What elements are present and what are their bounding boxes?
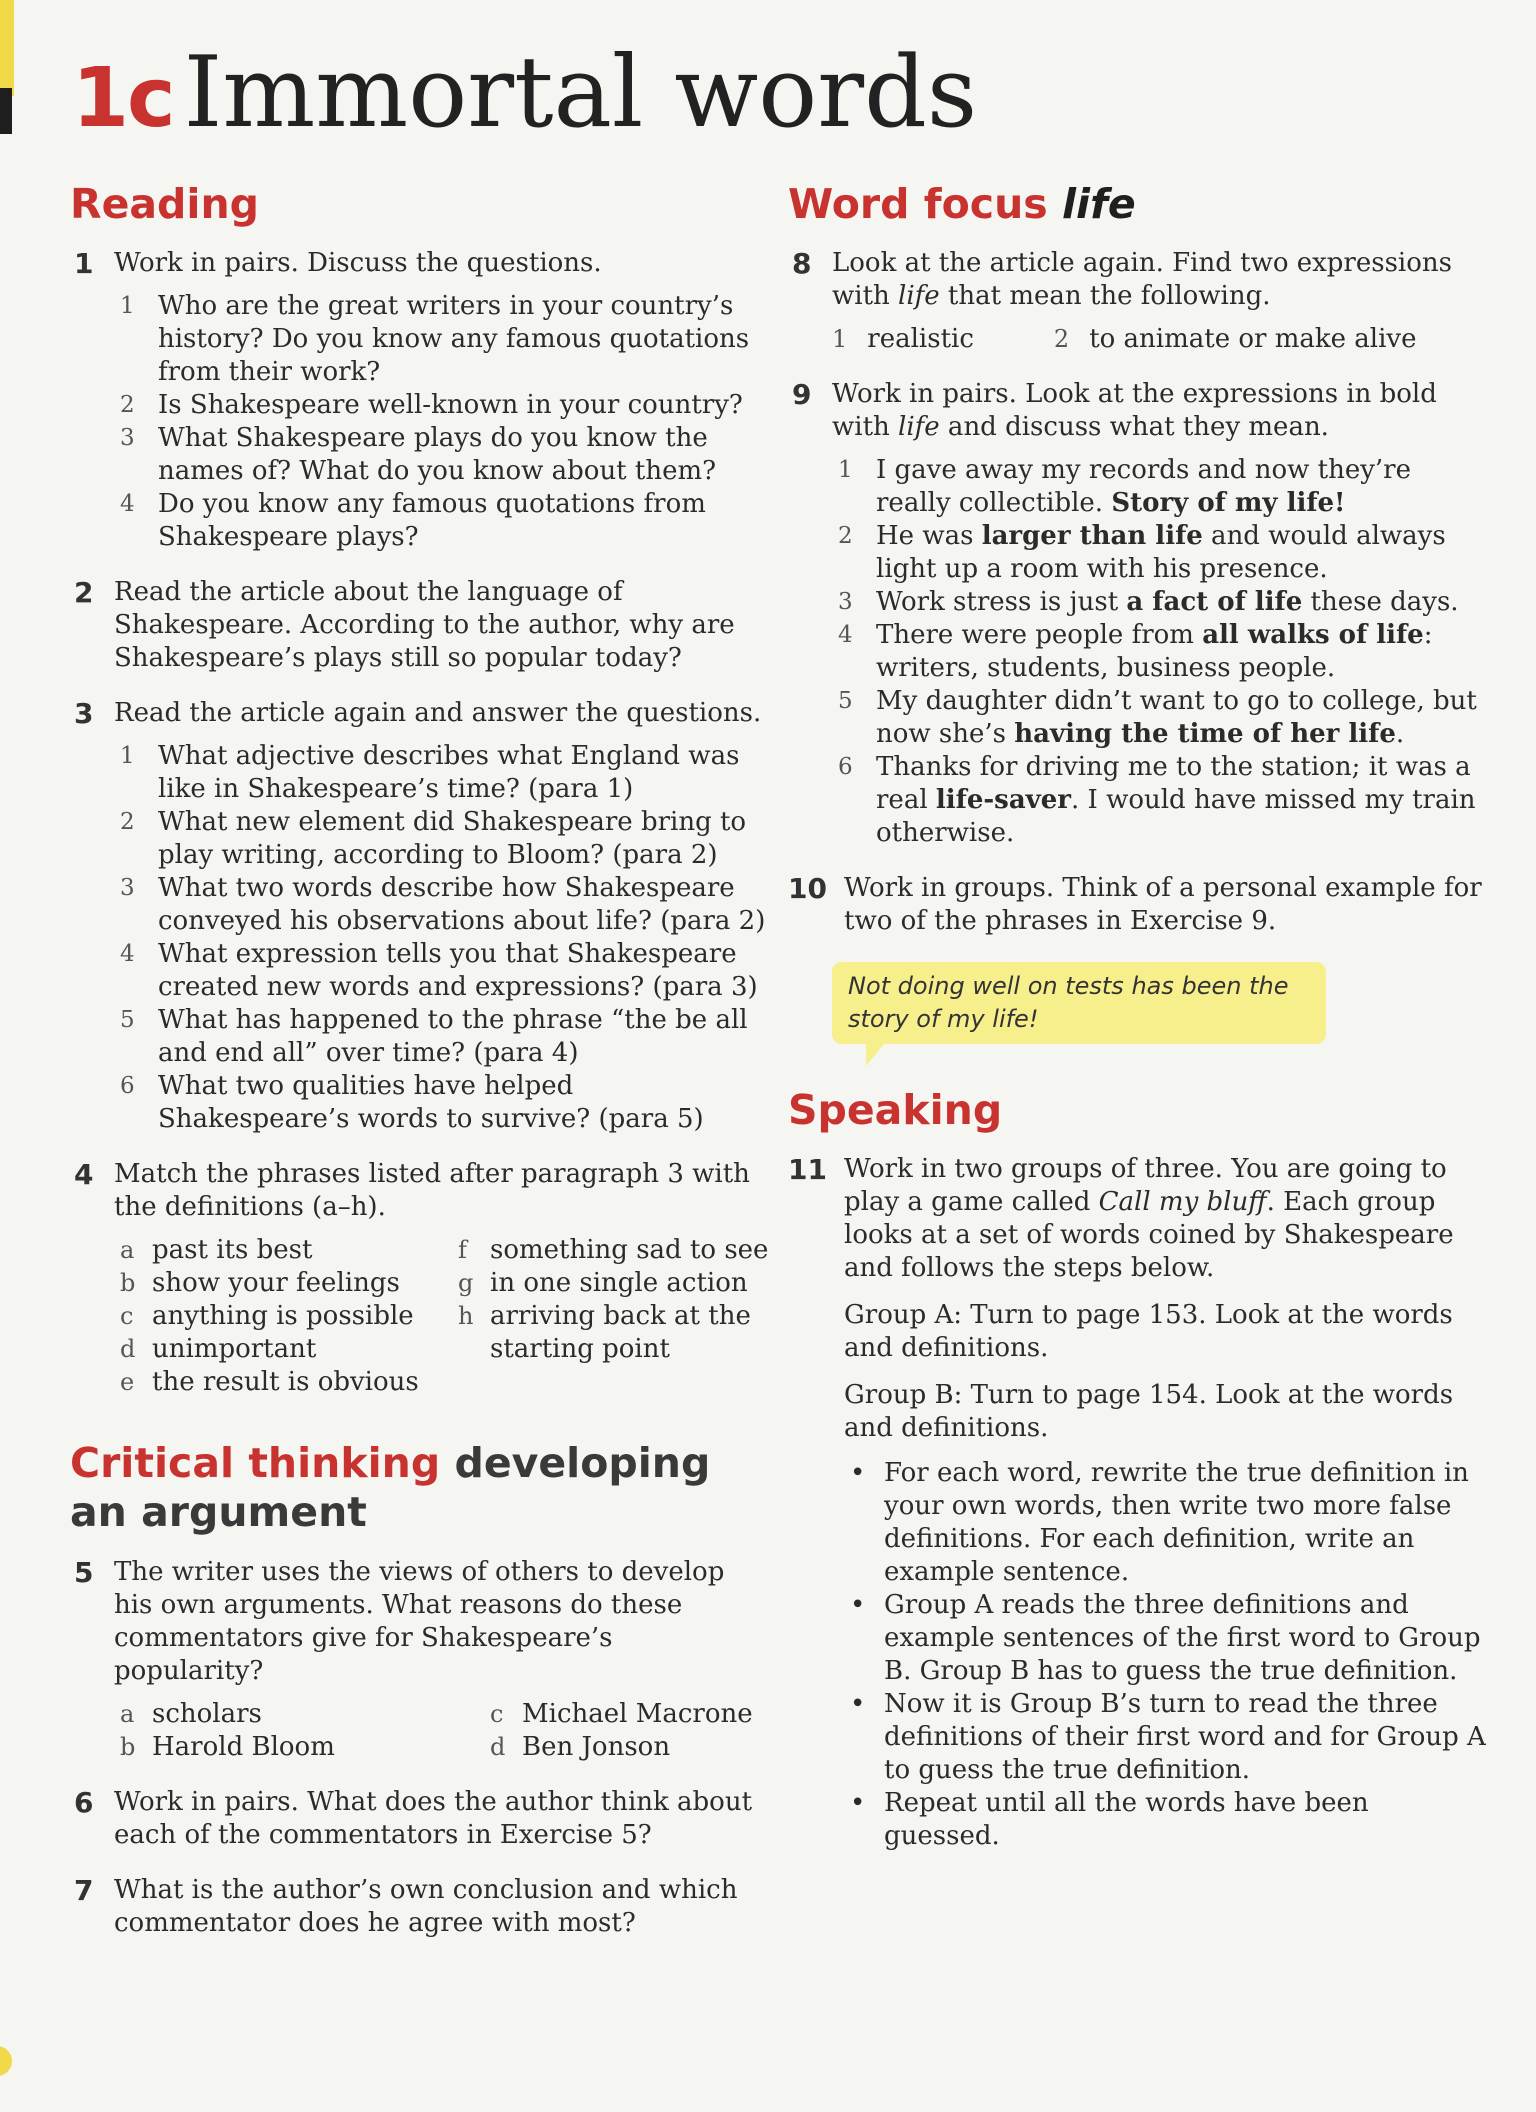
- list-item: 2 He was larger than life and would always light up a room with his presence.: [838, 521, 1446, 585]
- right-column: [788, 180, 1488, 1853]
- list-item: • Group A reads the three definitions and example sentences of the first word to Group B. Group B has to guess the true definition.: [850, 1590, 1481, 1687]
- edge-bar: [0, 88, 12, 134]
- exercise-number: 7: [74, 1873, 94, 1907]
- list-item: 3 Work stress is just a fact of life these days.: [838, 587, 1459, 618]
- expression-list: [832, 454, 1488, 850]
- exercise-11: [788, 1153, 1488, 1853]
- exercise-1: [70, 247, 770, 554]
- exercise-number: 6: [74, 1785, 94, 1819]
- exercise-number: 9: [792, 378, 812, 412]
- unit-code: 1c: [72, 51, 174, 146]
- word-focus-heading: Word focus life: [788, 180, 1136, 228]
- list-item: e the result is obvious: [120, 1367, 419, 1398]
- page-number-marker: [0, 2046, 12, 2076]
- unit-title: Immortal words: [183, 36, 978, 150]
- exercise-instruction: Read the article about the language of Shakespeare. According to the author, why are Shakespeare’s plays still so popular today?: [114, 577, 735, 674]
- exercise-instruction: The writer uses the views of others to develop his own arguments. What reasons do these commentators give for Shakespeare’s popularity?: [114, 1556, 725, 1686]
- exercise-instruction: Read the article again and answer the questions.: [114, 698, 762, 729]
- exercise-number: 5: [74, 1555, 94, 1589]
- list-item: 2 to animate or make alive: [1053, 324, 1417, 355]
- exercise-number: 1: [74, 247, 94, 281]
- bullet-icon: •: [850, 1590, 866, 1621]
- list-item: 1 realistic: [832, 324, 974, 355]
- list-item: 1 I gave away my records and now they’re really collectible. Story of my life!: [838, 455, 1411, 519]
- list-item: 1 What adjective describes what England was like in Shakespeare’s time? (para 1): [120, 741, 740, 805]
- left-column: [70, 180, 770, 1940]
- list-item: 6 What two qualities have helped Shakespeare’s words to survive? (para 5): [120, 1071, 704, 1135]
- exercise-10: [788, 872, 1488, 938]
- commentator-list: [114, 1698, 770, 1764]
- bullet-icon: •: [850, 1689, 866, 1720]
- list-item: 5 What has happened to the phrase “the be all and end all” over time? (para 4): [120, 1005, 748, 1069]
- exercise-number: 4: [74, 1158, 94, 1192]
- exercise-number: 8: [792, 247, 812, 281]
- exercise-instruction: Work in pairs. What does the author think about each of the commentators in Exercise 5?: [114, 1786, 753, 1850]
- exercise-2: [70, 576, 770, 675]
- exercise-8: [788, 247, 1488, 356]
- example-speech-bubble: Not doing well on tests has been the story of my life!: [832, 962, 1326, 1044]
- list-item: • For each word, rewrite the true definition in your own words, then write two more false definitions. For each definition, write an example sentence.: [850, 1458, 1469, 1588]
- exercise-number: 11: [788, 1153, 827, 1187]
- exercise-number: 10: [788, 872, 827, 906]
- exercise-6: [70, 1786, 770, 1852]
- question-list: [114, 290, 770, 554]
- group-b-instruction: Group B: Turn to page 154. Look at the words and definitions.: [844, 1380, 1454, 1444]
- list-item: 3 What Shakespeare plays do you know the names of? What do you know about them?: [120, 423, 717, 487]
- list-item: 4 What expression tells you that Shakespeare created new words and expressions? (para 3): [120, 939, 758, 1003]
- list-item: 5 My daughter didn’t want to go to college, but now she’s having the time of her life.: [838, 686, 1477, 750]
- exercise-3: [70, 697, 770, 1136]
- exercise-instruction: Work in pairs. Discuss the questions.: [114, 248, 602, 279]
- list-item: 2 What new element did Shakespeare bring to play writing, according to Bloom? (para 2): [120, 807, 747, 871]
- speech-bubble-tail: [866, 1044, 890, 1066]
- question-list: [114, 740, 770, 1136]
- exercise-instruction: Look at the article again. Find two expressions with life that mean the following.: [832, 248, 1452, 312]
- speaking-heading: Speaking: [788, 1086, 1003, 1135]
- definition-list: [114, 1234, 770, 1399]
- list-item: d unimportant: [120, 1334, 317, 1365]
- list-item: 4 Do you know any famous quotations from Shakespeare plays?: [120, 489, 706, 553]
- list-item: 1 Who are the great writers in your country’s history? Do you know any famous quotations from their work?: [120, 291, 750, 388]
- list-item: a past its best: [120, 1235, 313, 1266]
- list-item: • Now it is Group B’s turn to read the three definitions of their first word and for Group A to guess the true definition.: [850, 1689, 1486, 1786]
- list-item: h arriving back at the starting point: [458, 1301, 751, 1365]
- exercise-7: [70, 1874, 770, 1940]
- meaning-list: [832, 323, 1488, 356]
- group-a-instruction: Group A: Turn to page 153. Look at the words and definitions.: [844, 1300, 1453, 1364]
- exercise-instruction: Work in two groups of three. You are going to play a game called Call my bluff. Each group looks at a set of words coined by Shakespeare and follows the steps below.: [844, 1154, 1454, 1284]
- bullet-icon: •: [850, 1788, 866, 1819]
- reading-heading: Reading: [70, 180, 259, 228]
- list-item: b show your feelings: [120, 1268, 400, 1299]
- list-item: 3 What two words describe how Shakespeare conveyed his observations about life? (para 2): [120, 873, 766, 937]
- list-item: b Harold Bloom: [120, 1731, 335, 1762]
- exercise-instruction: Work in pairs. Look at the expressions in bold with life and discuss what they mean.: [832, 379, 1437, 443]
- list-item: 4 There were people from all walks of life: writers, students, business people.: [838, 620, 1433, 684]
- exercise-instruction: Match the phrases listed after paragraph 3 with the definitions (a–h).: [114, 1159, 750, 1223]
- edge-tab: [0, 0, 14, 96]
- bullet-icon: •: [850, 1458, 866, 1489]
- exercise-number: 2: [74, 576, 94, 610]
- exercise-instruction: What is the author’s own conclusion and which commentator does he agree with most?: [114, 1874, 738, 1938]
- list-item: 2 Is Shakespeare well-known in your country?: [120, 390, 743, 421]
- critical-thinking-heading: Critical thinking developing an argument: [70, 1439, 711, 1537]
- list-item: c Michael Macrone: [490, 1698, 753, 1729]
- list-item: f something sad to see: [458, 1235, 769, 1266]
- list-item: 6 Thanks for driving me to the station; it was a real life-saver. I would have missed my train otherwise.: [838, 752, 1476, 849]
- list-item: • Repeat until all the words have been guessed.: [850, 1788, 1369, 1852]
- exercise-9: [788, 378, 1488, 850]
- steps-list: [844, 1457, 1488, 1853]
- exercise-4: [70, 1158, 770, 1399]
- list-item: c anything is possible: [120, 1301, 414, 1332]
- exercise-number: 3: [74, 697, 94, 731]
- list-item: a scholars: [120, 1698, 262, 1729]
- list-item: g in one single action: [458, 1268, 748, 1299]
- list-item: d Ben Jonson: [490, 1731, 671, 1762]
- exercise-instruction: Work in groups. Think of a personal example for two of the phrases in Exercise 9.: [844, 873, 1482, 937]
- exercise-5: [70, 1556, 770, 1764]
- page-title: [72, 36, 977, 150]
